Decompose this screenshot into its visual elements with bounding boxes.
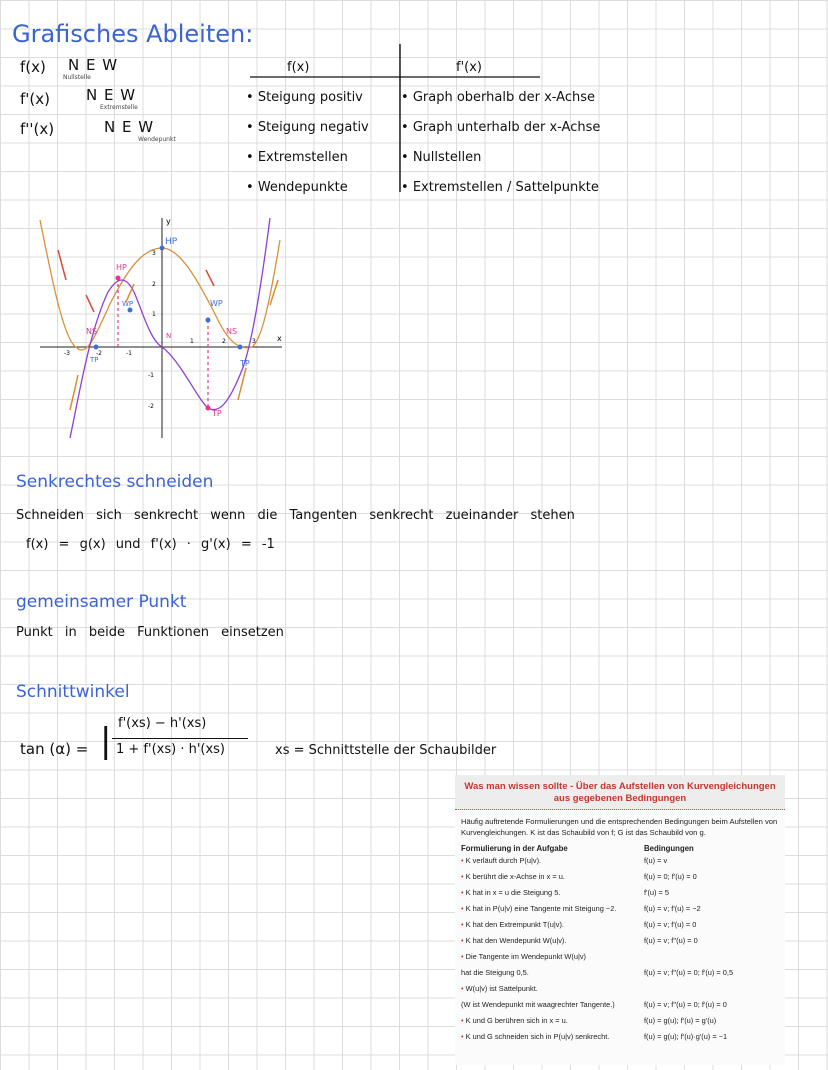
info-row: • K hat den Extrempunkt T(u|v). f(u) = v; f'(u) = 0 bbox=[455, 917, 785, 933]
new-row-letters: N E W bbox=[104, 118, 155, 136]
new-row-letters: N E W bbox=[86, 86, 137, 104]
tick-label: -3 bbox=[64, 350, 70, 357]
label-wp-left: WP bbox=[122, 300, 134, 308]
info-row: (W ist Wendepunkt mit waagrechter Tangente.) f(u) = v; f''(u) = 0; f'(u) = 0 bbox=[461, 1000, 727, 1009]
section-title-senkrecht: Senkrechtes schneiden bbox=[16, 472, 214, 492]
arrow-down-left bbox=[58, 250, 66, 280]
derivative-graph bbox=[30, 210, 290, 440]
table-header-fprime: f'(x) bbox=[456, 60, 482, 75]
abs-bar: | bbox=[100, 721, 112, 761]
new-row-func: f''(x) bbox=[20, 120, 55, 138]
arrow-up-right bbox=[238, 368, 246, 400]
senkrecht-line2: f(x) = g(x) und f'(x) · g'(x) = -1 bbox=[26, 537, 275, 552]
info-row: • W(u|v) ist Sattelpunkt. bbox=[455, 981, 785, 997]
info-box bbox=[455, 775, 785, 1065]
point-tp-bottom bbox=[206, 406, 211, 411]
new-row-func: f'(x) bbox=[20, 90, 50, 108]
info-row: • K verläuft durch P(u|v). f(u) = v bbox=[455, 853, 785, 869]
label-hp-top: HP bbox=[165, 237, 178, 247]
winkel-note: xs = Schnittstelle der Schaubilder bbox=[275, 743, 497, 758]
table-row-right: • Nullstellen bbox=[401, 150, 482, 165]
label-ns-left: NS bbox=[86, 327, 98, 336]
point-tp-left bbox=[94, 345, 99, 350]
point-wp-right bbox=[206, 318, 211, 323]
header-col1: Formulierung in der Aufgabe bbox=[461, 844, 568, 853]
info-box-title bbox=[455, 775, 785, 810]
section-title-punkt: gemeinsamer Punkt bbox=[16, 592, 187, 612]
punkt-line1: Punkt in beide Funktionen einsetzen bbox=[16, 625, 284, 640]
tick-label: -1 bbox=[126, 350, 132, 357]
label-wp-right: WP bbox=[210, 299, 223, 308]
f-curve bbox=[40, 220, 280, 350]
label-tp-right: TP bbox=[240, 359, 250, 368]
info-box-header bbox=[455, 842, 785, 853]
tick-label: 1 bbox=[152, 311, 156, 318]
table-row-right: • Graph oberhalb der x-Achse bbox=[401, 90, 595, 105]
table-row-left: • Steigung negativ bbox=[246, 120, 369, 135]
fprime-curve bbox=[70, 218, 270, 438]
info-row: • K und G schneiden sich in P(u|v) senkrecht. f(u) = g(u); f'(u)·g'(u) = −1 bbox=[455, 1029, 785, 1045]
arrow-down-left bbox=[86, 295, 94, 312]
label-tp-bottom: TP bbox=[212, 409, 222, 418]
table-row-left: • Wendepunkte bbox=[246, 180, 348, 195]
info-row: • Die Tangente im Wendepunkt W(u|v) bbox=[455, 949, 785, 965]
arrow-down-right bbox=[206, 270, 214, 286]
tick-label: 1 bbox=[190, 338, 194, 345]
point-tp-right bbox=[238, 345, 243, 350]
table-row-left: • Extremstellen bbox=[246, 150, 348, 165]
table-row-right: • Extremstellen / Sattelpunkte bbox=[401, 180, 599, 195]
info-row: • K und G berühren sich in x = u. f(u) = g(u); f'(u) = g'(u) bbox=[455, 1013, 785, 1029]
info-row: hat die Steigung 0,5. f(u) = v; f''(u) = 0; f'(u) = 0,5 bbox=[461, 968, 734, 977]
senkrecht-line1: Schneiden sich senkrecht wenn die Tangenten senkrecht zueinander stehen bbox=[16, 508, 575, 523]
x-axis-label: x bbox=[277, 334, 282, 343]
label-tp-left: TP bbox=[90, 356, 99, 364]
info-box-title-line: Was man wissen sollte - Über das Aufstellen von Kurvengleichungen bbox=[464, 781, 776, 792]
info-row: • K hat in x = u die Steigung 5. f'(u) = 5 bbox=[455, 885, 785, 901]
section-title-winkel: Schnittwinkel bbox=[16, 682, 130, 702]
point-wp-left bbox=[128, 308, 133, 313]
new-row-note: Wendepunkt bbox=[138, 136, 176, 143]
info-box-title-line: aus gegebenen Bedingungen bbox=[553, 793, 687, 804]
label-hp-left: HP bbox=[116, 263, 127, 272]
info-box-intro: Häufig auftretende Formulierungen und die entsprechenden Bedingungen beim Aufstellen von Kurvengleichungen. K ist das Schaubild von f; G ist das Schaubild von g. bbox=[461, 817, 778, 837]
header-col2: Bedingungen bbox=[644, 844, 694, 853]
page-title: Grafisches Ableiten: bbox=[12, 20, 254, 48]
tick-label: 3 bbox=[152, 250, 156, 257]
info-row: • K hat in P(u|v) eine Tangente mit Steigung −2. f(u) = v; f'(u) = −2 bbox=[455, 901, 785, 917]
tick-label: -1 bbox=[148, 372, 154, 379]
winkel-numerator: f'(xs) − h'(xs) bbox=[118, 716, 207, 731]
info-row: • K hat den Wendepunkt W(u|v). f(u) = v; f''(u) = 0 bbox=[455, 933, 785, 949]
fraction-bar bbox=[112, 738, 248, 739]
new-row-func: f(x) bbox=[20, 58, 46, 76]
winkel-denominator: 1 + f'(xs) · h'(xs) bbox=[116, 742, 226, 757]
new-row-note: Nullstelle bbox=[63, 74, 91, 81]
winkel-lhs: tan (α) = bbox=[20, 740, 89, 758]
point-hp-left bbox=[116, 276, 121, 281]
table-row-left: • Steigung positiv bbox=[246, 90, 363, 105]
table-row-right: • Graph unterhalb der x-Achse bbox=[401, 120, 601, 135]
label-ns-right: NS bbox=[226, 327, 238, 336]
y-axis-label: y bbox=[166, 217, 171, 226]
new-row-note: Extremstelle bbox=[100, 104, 138, 111]
tick-label: 2 bbox=[152, 281, 156, 288]
label-n-origin: N bbox=[166, 332, 172, 340]
table-header-f: f(x) bbox=[287, 60, 310, 75]
point-hp-top bbox=[160, 246, 165, 251]
tick-label: -2 bbox=[148, 403, 154, 410]
info-row: • K berührt die x-Achse in x = u. f(u) = 0; f'(u) = 0 bbox=[455, 869, 785, 885]
tick-label: 2 bbox=[222, 338, 226, 345]
new-row-letters: N E W bbox=[68, 56, 119, 74]
tick-label: 3 bbox=[252, 338, 256, 345]
tick-label: -2 bbox=[96, 350, 102, 357]
